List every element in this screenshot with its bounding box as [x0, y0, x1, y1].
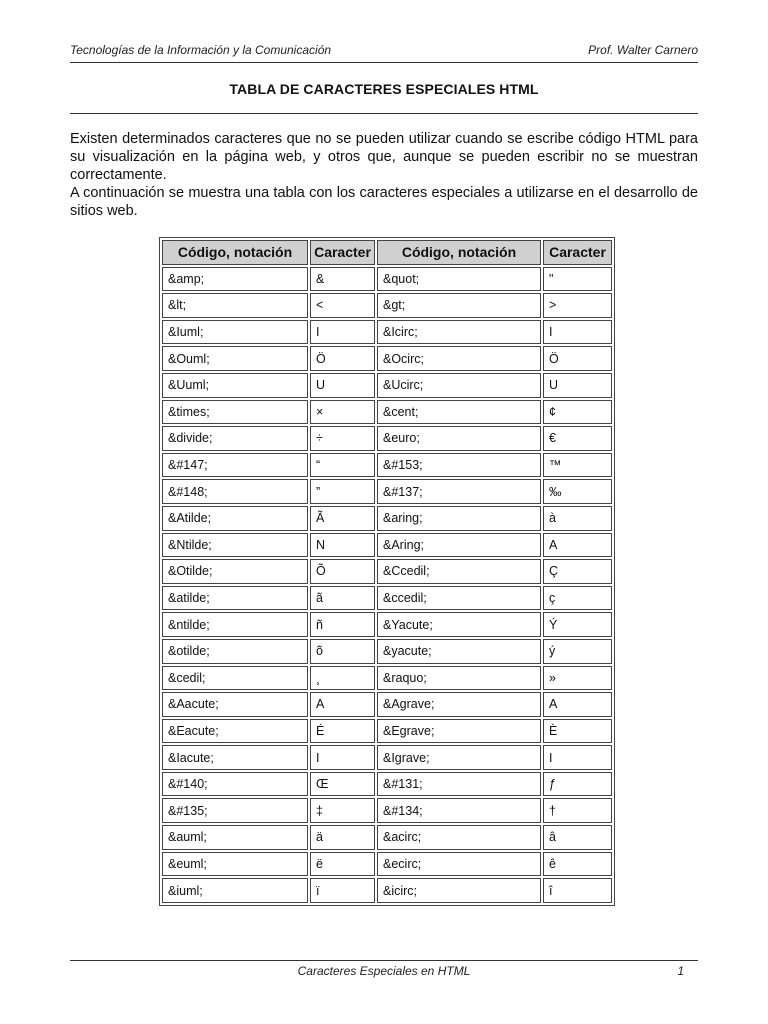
- character-cell: ‡: [310, 798, 375, 823]
- page-header: [70, 43, 698, 57]
- intro-paragraph-1: Existen determinados caracteres que no se pueden utilizar cuando se escribe código HTML para su visualización en la página web, y otros que, aunque se pueden escribir no se muestran correctamente.: [70, 131, 698, 183]
- footer-title: Caracteres Especiales en HTML: [297, 964, 471, 978]
- character-cell: ë: [310, 852, 375, 877]
- code-cell: &quot;: [377, 267, 541, 292]
- code-cell: &Otilde;: [162, 559, 308, 584]
- character-cell: I: [310, 745, 375, 770]
- code-cell: &Icirc;: [377, 320, 541, 345]
- character-cell: ¸: [310, 666, 375, 691]
- table-row: [162, 400, 612, 425]
- code-cell: &Eacute;: [162, 719, 308, 744]
- character-cell: Õ: [310, 559, 375, 584]
- intro-text: [70, 130, 698, 220]
- character-cell: I: [310, 320, 375, 345]
- character-cell: à: [543, 506, 612, 531]
- code-cell: &ccedil;: [377, 586, 541, 611]
- character-cell: ï: [310, 878, 375, 903]
- code-cell: &Ccedil;: [377, 559, 541, 584]
- character-cell: ã: [310, 586, 375, 611]
- code-cell: &amp;: [162, 267, 308, 292]
- code-cell: &#134;: [377, 798, 541, 823]
- character-cell: »: [543, 666, 612, 691]
- character-cell: õ: [310, 639, 375, 664]
- code-cell: &Aring;: [377, 533, 541, 558]
- page-number: 1: [677, 964, 684, 978]
- code-cell: &iuml;: [162, 878, 308, 903]
- code-cell: &Ouml;: [162, 346, 308, 371]
- character-cell: ‰: [543, 479, 612, 504]
- code-cell: &Iuml;: [162, 320, 308, 345]
- character-cell: Œ: [310, 772, 375, 797]
- code-cell: &ecirc;: [377, 852, 541, 877]
- code-cell: &ntilde;: [162, 612, 308, 637]
- table-row: [162, 559, 612, 584]
- character-cell: A: [543, 692, 612, 717]
- code-cell: &#137;: [377, 479, 541, 504]
- table-row: [162, 586, 612, 611]
- code-cell: &#135;: [162, 798, 308, 823]
- character-cell: ä: [310, 825, 375, 850]
- character-cell: î: [543, 878, 612, 903]
- code-cell: &#147;: [162, 453, 308, 478]
- code-cell: &Ocirc;: [377, 346, 541, 371]
- code-cell: &Egrave;: [377, 719, 541, 744]
- code-cell: &Iacute;: [162, 745, 308, 770]
- table-row: [162, 479, 612, 504]
- code-cell: &#148;: [162, 479, 308, 504]
- character-cell: I: [543, 320, 612, 345]
- character-cell: &: [310, 267, 375, 292]
- table-row: [162, 798, 612, 823]
- table-row: [162, 692, 612, 717]
- character-cell: >: [543, 293, 612, 318]
- code-cell: &euml;: [162, 852, 308, 877]
- table-row: [162, 719, 612, 744]
- code-cell: &Ntilde;: [162, 533, 308, 558]
- header-rule: [70, 62, 698, 63]
- code-cell: &Uuml;: [162, 373, 308, 398]
- column-header-character: Caracter: [543, 240, 612, 265]
- table-row: [162, 453, 612, 478]
- code-cell: &times;: [162, 400, 308, 425]
- code-cell: &otilde;: [162, 639, 308, 664]
- table-row: [162, 639, 612, 664]
- code-cell: &euro;: [377, 426, 541, 451]
- intro-paragraph-2: A continuación se muestra una tabla con los caracteres especiales a utilizarse en el desarrollo de sitios web.: [70, 185, 698, 219]
- character-cell: Ý: [543, 612, 612, 637]
- character-cell: A: [543, 533, 612, 558]
- code-cell: &yacute;: [377, 639, 541, 664]
- table-header-row: [162, 240, 612, 265]
- character-cell: “: [310, 453, 375, 478]
- code-cell: &divide;: [162, 426, 308, 451]
- table-row: [162, 878, 612, 903]
- character-cell: ÷: [310, 426, 375, 451]
- code-cell: &atilde;: [162, 586, 308, 611]
- code-cell: &auml;: [162, 825, 308, 850]
- character-cell: ": [543, 267, 612, 292]
- character-cell: <: [310, 293, 375, 318]
- header-author: Prof. Walter Carnero: [588, 43, 698, 57]
- character-cell: ƒ: [543, 772, 612, 797]
- table-row: [162, 373, 612, 398]
- character-cell: Ö: [543, 346, 612, 371]
- character-cell: A: [310, 692, 375, 717]
- table-row: [162, 426, 612, 451]
- character-cell: U: [543, 373, 612, 398]
- table-row: [162, 267, 612, 292]
- character-cell: I: [543, 745, 612, 770]
- code-cell: &gt;: [377, 293, 541, 318]
- character-cell: Ç: [543, 559, 612, 584]
- code-cell: &#153;: [377, 453, 541, 478]
- character-cell: ”: [310, 479, 375, 504]
- column-header-code: Código, notación: [162, 240, 308, 265]
- column-header-code: Código, notación: [377, 240, 541, 265]
- table-row: [162, 612, 612, 637]
- table-row: [162, 293, 612, 318]
- character-cell: ™: [543, 453, 612, 478]
- code-cell: &Aacute;: [162, 692, 308, 717]
- code-cell: &lt;: [162, 293, 308, 318]
- code-cell: &#140;: [162, 772, 308, 797]
- table-row: [162, 320, 612, 345]
- code-cell: &acirc;: [377, 825, 541, 850]
- character-cell: †: [543, 798, 612, 823]
- table-row: [162, 666, 612, 691]
- code-cell: &Ucirc;: [377, 373, 541, 398]
- table-row: [162, 852, 612, 877]
- character-cell: ¢: [543, 400, 612, 425]
- table-row: [162, 825, 612, 850]
- code-cell: &cent;: [377, 400, 541, 425]
- character-cell: ç: [543, 586, 612, 611]
- character-cell: ñ: [310, 612, 375, 637]
- character-cell: U: [310, 373, 375, 398]
- character-cell: â: [543, 825, 612, 850]
- character-cell: É: [310, 719, 375, 744]
- document-title: TABLA DE CARACTERES ESPECIALES HTML: [229, 81, 539, 97]
- code-cell: &Igrave;: [377, 745, 541, 770]
- character-cell: ê: [543, 852, 612, 877]
- header-course-title: Tecnologías de la Información y la Comunicación: [70, 43, 332, 57]
- character-cell: N: [310, 533, 375, 558]
- table-row: [162, 346, 612, 371]
- table-row: [162, 533, 612, 558]
- code-cell: &Yacute;: [377, 612, 541, 637]
- character-cell: ×: [310, 400, 375, 425]
- table-body: [162, 267, 612, 903]
- character-cell: Ã: [310, 506, 375, 531]
- character-cell: Ö: [310, 346, 375, 371]
- code-cell: &raquo;: [377, 666, 541, 691]
- column-header-character: Caracter: [310, 240, 375, 265]
- character-cell: È: [543, 719, 612, 744]
- character-cell: ý: [543, 639, 612, 664]
- title-rule: [70, 113, 698, 114]
- code-cell: &icirc;: [377, 878, 541, 903]
- code-cell: &#131;: [377, 772, 541, 797]
- code-cell: &aring;: [377, 506, 541, 531]
- special-characters-table: [159, 237, 615, 906]
- character-cell: €: [543, 426, 612, 451]
- footer-rule: [70, 960, 698, 961]
- code-cell: &Agrave;: [377, 692, 541, 717]
- code-cell: &cedil;: [162, 666, 308, 691]
- table-row: [162, 506, 612, 531]
- table-row: [162, 772, 612, 797]
- table-row: [162, 745, 612, 770]
- code-cell: &Atilde;: [162, 506, 308, 531]
